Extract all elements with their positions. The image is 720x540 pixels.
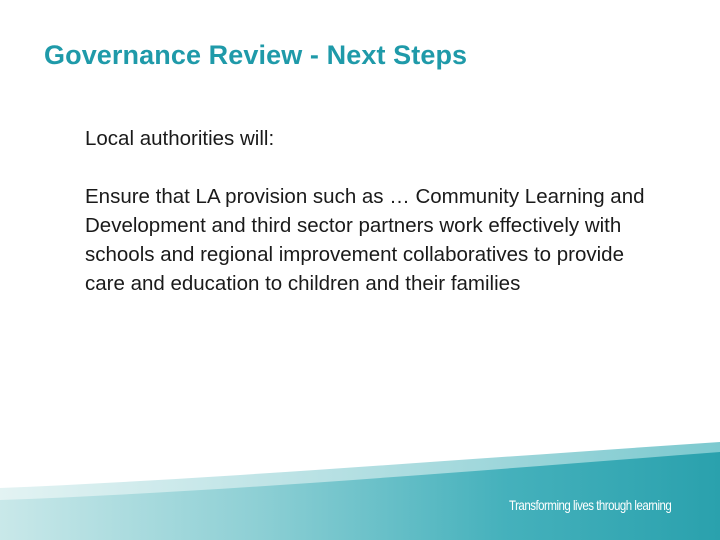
footer-band	[0, 440, 720, 540]
paragraph-spacer	[85, 153, 645, 182]
slide-title: Governance Review - Next Steps	[44, 40, 468, 70]
footer-band-main	[0, 452, 720, 540]
intro-text: Local authorities will:	[85, 127, 275, 150]
body-paragraph: Ensure that LA provision such as … Community Learning and Development and third sector partners work effectively with schools and regional improvement collaboratives to provide care and education to children and their families	[85, 185, 645, 295]
slide-body	[85, 124, 645, 298]
footer-tagline: Transforming lives through learning	[509, 497, 672, 513]
